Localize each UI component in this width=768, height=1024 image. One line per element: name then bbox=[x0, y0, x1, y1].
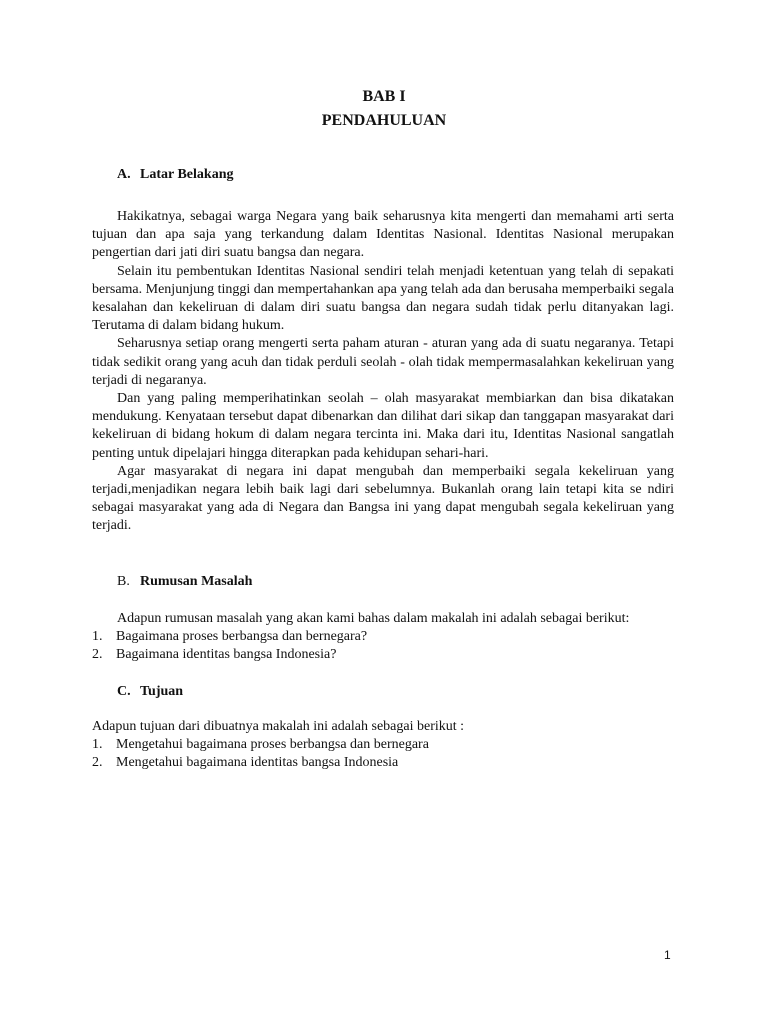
section-a-heading bbox=[117, 166, 233, 184]
list-number: 2. bbox=[92, 647, 103, 663]
list-text: Mengetahui bagaimana proses berbangsa dan bernegara bbox=[116, 737, 429, 752]
section-b-intro: Adapun rumusan masalah yang akan kami bahas dalam makalah ini adalah sebagai berikut: bbox=[117, 611, 630, 626]
page-number: 1 bbox=[664, 948, 671, 962]
list-number: 1. bbox=[92, 629, 103, 644]
section-a-marker: A. bbox=[117, 167, 131, 182]
section-b-marker: B. bbox=[117, 574, 130, 589]
section-a-body bbox=[92, 208, 674, 536]
paragraph: Agar masyarakat di negara ini dapat mengubah dan memperbaiki segala kekeliruan yang terjadi,menjadikan negara lebih baik lagi dari sebelumnya. Bukanlah orang lain tetapi kita se ndiri sebagai masyarakat yang ada di Negara dan Bangsa ini yang dapat mengubah segala kekeliruan yang terjadi. bbox=[92, 463, 674, 534]
list-text: Bagaimana identitas bangsa Indonesia? bbox=[116, 647, 337, 663]
paragraph: Selain itu pembentukan Identitas Nasional sendiri telah menjadi ketentuan yang telah di sepakati bersama. Menjunjung tinggi dan mempertahankan apa yang telah ada dan berusaha memperbaiki segala kesalahan dan kekeliruan di dalam diri suatu bangsa dan negara sudah tidak perlu ditanyakan lagi. Terutama di dalam bidang hukum. bbox=[92, 263, 674, 334]
list-text: Mengetahui bagaimana identitas bangsa Indonesia bbox=[116, 755, 399, 771]
section-c-marker: C. bbox=[117, 684, 131, 699]
chapter-subtitle: PENDAHULUAN bbox=[321, 112, 447, 129]
section-c-list bbox=[92, 736, 674, 772]
list-item bbox=[92, 736, 674, 754]
section-b-list bbox=[92, 628, 674, 664]
list-number: 1. bbox=[92, 737, 103, 752]
section-c-intro: Adapun tujuan dari dibuatnya makalah ini adalah sebagai berikut : bbox=[92, 719, 465, 734]
paragraph: Seharusnya setiap orang mengerti serta paham aturan - aturan yang ada di suatu negaranya. Tetapi tidak sedikit orang yang acuh dan tidak perduli seolah - olah tidak mempermasalahkan kekeliruan yang terjadi di negaranya. bbox=[92, 336, 674, 388]
list-item bbox=[92, 754, 674, 772]
paragraph: Hakikatnya, sebagai warga Negara yang baik seharusnya kita mengerti dan memahami arti serta tujuan dan apa saja yang terkandung dalam Identitas Nasional. Identitas Nasional merupakan pengertian dari jati diri suatu bangsa dan negara. bbox=[92, 209, 674, 261]
chapter-title: BAB I bbox=[362, 88, 406, 105]
list-item bbox=[92, 646, 674, 664]
list-text: Bagaimana proses berbangsa dan bernegara? bbox=[116, 629, 368, 644]
section-c-heading bbox=[117, 683, 183, 701]
section-b-heading bbox=[117, 573, 252, 591]
paragraph: Dan yang paling memperihatinkan seolah – olah masyarakat membiarkan dan bisa dikatakan mendukung. Kenyataan tersebut dapat dibenarkan dan dilihat dari sikap dan tanggapan masyarakat dari kekeliruan di bidang hokum di dalam negara tercinta ini. Maka dari itu, Identitas Nasional sangatlah penting untuk dipelajari hingga diterapkan pada kehidupan sehari-hari. bbox=[92, 391, 674, 461]
section-a-title: Latar Belakang bbox=[140, 167, 234, 182]
section-c-title: Tujuan bbox=[140, 684, 184, 699]
section-b-title: Rumusan Masalah bbox=[140, 574, 253, 589]
list-number: 2. bbox=[92, 755, 103, 771]
list-item bbox=[92, 628, 674, 646]
